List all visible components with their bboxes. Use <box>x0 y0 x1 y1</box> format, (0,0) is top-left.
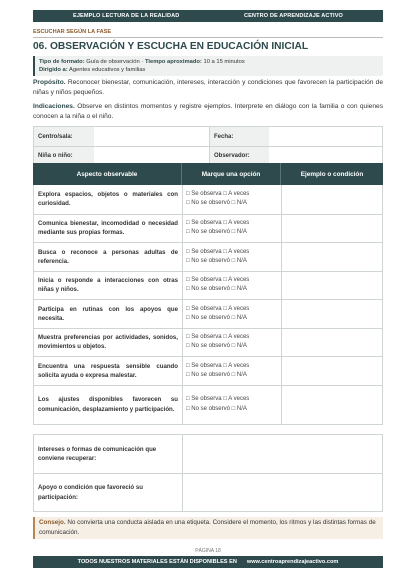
observation-table-header <box>33 163 383 185</box>
table-row <box>34 299 382 328</box>
header-left: EJEMPLO LECTURA DE LA REALIDAD <box>73 13 180 19</box>
extra-row <box>34 473 382 511</box>
option-checkboxes-2[interactable]: □ No se observó □ N/A <box>186 405 247 412</box>
purpose-paragraph <box>33 78 383 98</box>
phase-label: ESCUCHAR SEGÚN LA FASE <box>33 29 112 35</box>
aspect-cell: Encuentra una respuesta sensible cuando solicita ayuda o expresa malestar. <box>38 362 178 379</box>
options-cell[interactable] <box>182 185 281 214</box>
example-field[interactable] <box>281 215 382 243</box>
meta-separator: · <box>141 59 144 65</box>
example-field[interactable] <box>281 329 382 357</box>
divider <box>33 37 383 38</box>
observation-table-body <box>33 185 383 425</box>
tip-box <box>33 517 383 539</box>
options-cell[interactable] <box>182 300 281 328</box>
purpose-label: Propósito. <box>33 79 66 86</box>
instructions-text: Observe en distintos momentos y registre ejemplos. Interprete en diálogo con la familia o con quienes conocen a la niña o el niño. <box>33 103 383 120</box>
option-checkboxes-2[interactable]: □ No se observó □ N/A <box>186 257 247 264</box>
format-value: Guía de observación <box>86 59 140 65</box>
center-field[interactable] <box>94 127 209 146</box>
options-cell[interactable] <box>182 243 281 271</box>
header-right: CENTRO DE APRENDIZAJE ACTIVO <box>243 13 343 19</box>
options-cell[interactable] <box>182 386 281 424</box>
table-row <box>34 356 382 385</box>
tip-label: Consejo. <box>39 519 66 526</box>
aspect-cell: Los ajustes disponibles favorecen su comunicación, desplazamiento y participación. <box>38 396 178 413</box>
extra-question: Apoyo o condición que favoreció su participación: <box>38 484 143 501</box>
table-row <box>34 242 382 271</box>
aspect-cell: Comunica bienestar, incomodidad o necesidad mediante sus propias formas. <box>38 220 178 237</box>
table-row <box>34 271 382 300</box>
instructions-label: Indicaciones. <box>33 103 75 110</box>
example-field[interactable] <box>281 243 382 271</box>
footer-text: TODOS NUESTROS MATERIALES ESTÁN DISPONIBLES EN <box>77 559 237 565</box>
options-cell[interactable] <box>182 357 281 385</box>
audience-value: Agentes educativos y familias <box>68 67 146 74</box>
purpose-text: Reconocer bienestar, comunicación, intereses, interacción y condiciones que favorecen la participación de niñas y niños pequeños. <box>33 79 383 96</box>
option-checkboxes-2[interactable]: □ No se observó □ N/A <box>186 314 247 321</box>
option-checkboxes-2[interactable]: □ No se observó □ N/A <box>186 343 247 350</box>
extra-row <box>34 435 382 473</box>
date-label: Fecha: <box>209 127 269 146</box>
aspect-cell: Participa en rutinas con los apoyos que necesita. <box>38 305 178 322</box>
extra-questions-table <box>33 434 383 512</box>
meta-line-audience <box>39 66 379 74</box>
extra-answer-field[interactable] <box>182 435 382 473</box>
aspect-cell: Muestra preferencias por actividades, sonidos, movimientos u objetos. <box>38 334 178 351</box>
center-label: Centro/sala: <box>34 127 94 146</box>
option-checkboxes-1[interactable]: □ Se observa □ A veces <box>186 248 250 255</box>
table-row <box>34 214 382 243</box>
id-row <box>34 127 382 146</box>
example-field[interactable] <box>281 185 382 214</box>
observer-label: Observador: <box>209 147 269 165</box>
table-row <box>34 328 382 357</box>
aspect-cell: Explora espacios, objetos o materiales con curiosidad. <box>38 191 178 208</box>
header-options: Marque una opción <box>181 163 280 185</box>
option-checkboxes-1[interactable]: □ Se observa □ A veces <box>186 334 250 341</box>
option-checkboxes-1[interactable]: □ Se observa □ A veces <box>186 191 250 198</box>
identification-table <box>33 126 383 164</box>
time-label: Tiempo aproximado: <box>144 59 202 65</box>
meta-line-format <box>39 58 379 66</box>
options-cell[interactable] <box>182 272 281 300</box>
aspect-cell: Inicia o responde a interacciones con otras niñas y niños. <box>38 277 178 294</box>
option-checkboxes-2[interactable]: □ No se observó □ N/A <box>186 200 247 207</box>
time-value: 10 a 15 minutos <box>203 59 245 65</box>
aspect-cell: Busca o reconoce a personas adultas de referencia. <box>38 248 178 265</box>
date-field[interactable] <box>269 127 382 146</box>
instructions-paragraph <box>33 102 383 122</box>
page-number: PÁGINA 18 <box>195 548 221 554</box>
example-field[interactable] <box>281 272 382 300</box>
example-field[interactable] <box>281 357 382 385</box>
option-checkboxes-2[interactable]: □ No se observó □ N/A <box>186 229 247 236</box>
option-checkboxes-2[interactable]: □ No se observó □ N/A <box>186 286 247 293</box>
meta-box <box>33 56 383 76</box>
header-example: Ejemplo o condición <box>280 163 383 185</box>
table-row <box>34 385 382 424</box>
tip-text: No convierta una conducta aislada en una etiqueta. Considere el momento, los ritmos y las distintas formas de comunicación. <box>39 519 376 536</box>
option-checkboxes-1[interactable]: □ Se observa □ A veces <box>186 305 250 312</box>
option-checkboxes-2[interactable]: □ No se observó □ N/A <box>186 371 247 378</box>
extra-answer-field[interactable] <box>182 474 382 511</box>
table-row <box>34 185 382 214</box>
example-field[interactable] <box>281 386 382 424</box>
page-title: 06. OBSERVACIÓN Y ESCUCHA EN EDUCACIÓN INICIAL <box>33 41 309 52</box>
option-checkboxes-1[interactable]: □ Se observa □ A veces <box>186 362 250 369</box>
options-cell[interactable] <box>182 329 281 357</box>
audience-label: Dirigido a: <box>39 67 68 74</box>
option-checkboxes-1[interactable]: □ Se observa □ A veces <box>186 277 250 284</box>
example-field[interactable] <box>281 300 382 328</box>
options-cell[interactable] <box>182 215 281 243</box>
footer-bar <box>33 556 383 568</box>
header-bar <box>33 10 383 22</box>
option-checkboxes-1[interactable]: □ Se observa □ A veces <box>186 220 250 227</box>
extra-question: Intereses o formas de comunicación que conviene recuperar: <box>38 445 157 462</box>
child-label: Niña o niño: <box>34 147 94 165</box>
header-aspect: Aspecto observable <box>76 170 138 178</box>
footer-url[interactable]: www.centroaprendizajeactivo.com <box>246 559 339 565</box>
format-label: Tipo de formato: <box>39 59 85 65</box>
option-checkboxes-1[interactable]: □ Se observa □ A veces <box>186 396 250 403</box>
